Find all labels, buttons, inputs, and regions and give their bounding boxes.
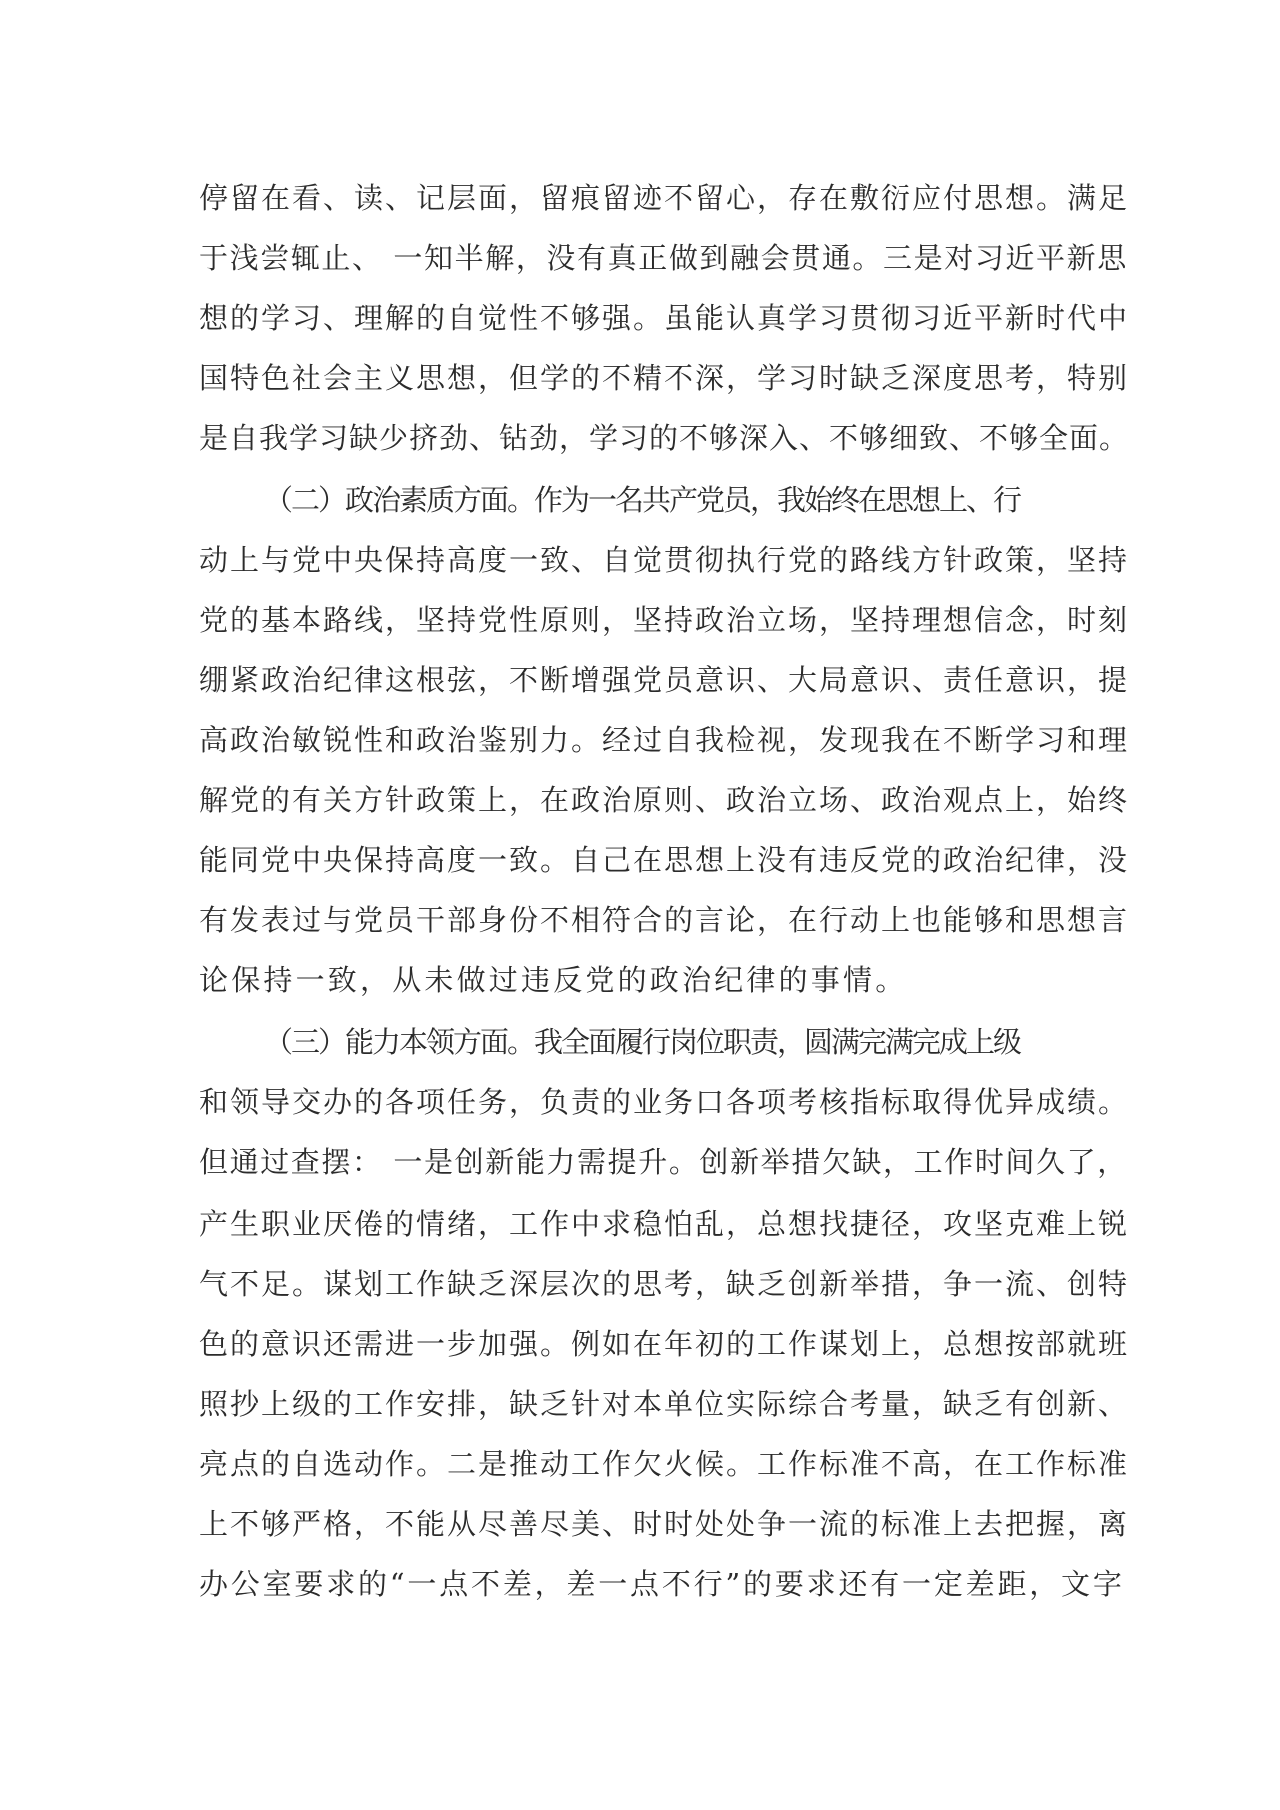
text-line: 但通过查摆： 一是创新能力需提升。创新举措欠缺，工作时间久了， xyxy=(199,1145,1128,1179)
text-line: 国特色社会主义思想，但学的不精不深，学习时缺乏深度思考，特别 xyxy=(199,361,1130,395)
text-line: 亮点的自选动作。二是推动工作欠火候。工作标准不高，在工作标准 xyxy=(199,1447,1130,1481)
text-line: 于浅尝辄止、 一知半解，没有真正做到融会贯通。三是对习近平新思 xyxy=(199,241,1128,275)
text-line: 是自我学习缺少挤劲、钻劲，学习的不够深入、不够细致、不够全面。 xyxy=(199,421,1130,455)
text-line: 上不够严格，不能从尽善尽美、时时处处争一流的标准上去把握，离 xyxy=(199,1507,1130,1541)
text-line: 绷紧政治纪律这根弦，不断增强党员意识、大局意识、责任意识，提 xyxy=(199,663,1130,697)
text-line: 办公室要求的“一点不差，差一点不行”的要求还有一定差距，文字 xyxy=(199,1567,1125,1601)
text-line: 动上与党中央保持高度一致、自觉贯彻执行党的路线方针政策，坚持 xyxy=(199,543,1130,577)
text-line: 照抄上级的工作安排，缺乏针对本单位实际综合考量，缺乏有创新、 xyxy=(199,1387,1130,1421)
text-line: 解党的有关方针政策上，在政治原则、政治立场、政治观点上，始终 xyxy=(199,783,1130,817)
paragraph-heading-line: （三）能力本领方面。我全面履行岗位职责，圆满完满完成上级 xyxy=(264,1025,1021,1059)
text-line: 和领导交办的各项任务，负责的业务口各项考核指标取得优异成绩。 xyxy=(199,1085,1130,1119)
text-line: 高政治敏锐性和政治鉴别力。经过自我检视，发现我在不断学习和理 xyxy=(199,723,1130,757)
text-line: 停留在看、读、记层面，留痕留迹不留心，存在敷衍应付思想。满足 xyxy=(199,181,1130,215)
text-line: 论保持一致，从未做过违反党的政治纪律的事情。 xyxy=(199,963,908,997)
text-line: 气不足。谋划工作缺乏深层次的思考，缺乏创新举措，争一流、创特 xyxy=(199,1267,1130,1301)
text-line: 有发表过与党员干部身份不相符合的言论，在行动上也能够和思想言 xyxy=(199,903,1130,937)
text-line: 能同党中央保持高度一致。自己在思想上没有违反党的政治纪律，没 xyxy=(199,843,1130,877)
paragraph-heading-line: （二）政治素质方面。作为一名共产党员，我始终在思想上、行 xyxy=(264,483,1021,517)
text-line: 想的学习、理解的自觉性不够强。虽能认真学习贯彻习近平新时代中 xyxy=(199,301,1130,335)
text-line: 色的意识还需进一步加强。例如在年初的工作谋划上，总想按部就班 xyxy=(199,1327,1130,1361)
text-line: 产生职业厌倦的情绪，工作中求稳怕乱，总想找捷径，攻坚克难上锐 xyxy=(199,1207,1130,1241)
text-line: 党的基本路线，坚持党性原则，坚持政治立场，坚持理想信念，时刻 xyxy=(199,603,1130,637)
